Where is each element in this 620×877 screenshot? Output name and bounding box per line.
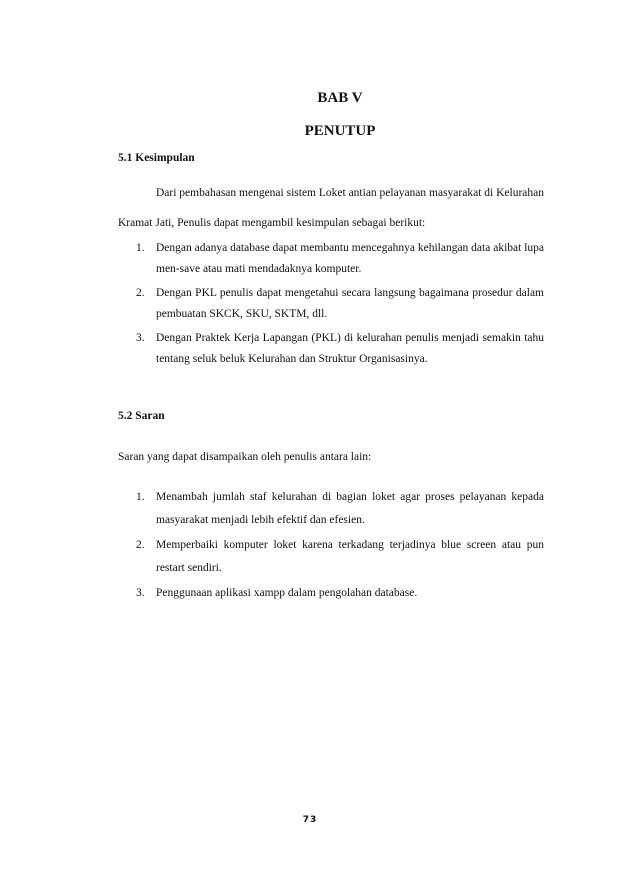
- list-item-text: Dengan adanya database dapat membantu mencegahnya kehilangan data akibat lupa men-save atau mati mendadaknya komputer.: [156, 242, 544, 275]
- list-item-text: Dengan PKL penulis dapat mengetahui secara langsung bagaimana prosedur dalam pembuatan SKCK, SKU, SKTM, dll.: [156, 287, 544, 320]
- conclusion-intro: Dari pembahasan mengenai sistem Loket antian pelayanan masyarakat di Kelurahan Kramat Jati, Penulis dapat mengambil kesimpulan sebagai berikut:: [118, 187, 544, 229]
- suggestion-intro: Saran yang dapat disampaikan oleh penulis antara lain:: [118, 451, 372, 463]
- list-item-number: 1.: [136, 242, 145, 254]
- list-item-number: 3.: [136, 332, 145, 344]
- chapter-title: PENUTUP: [304, 123, 376, 139]
- list-item-number: 2.: [136, 287, 145, 299]
- list-item: [118, 238, 544, 280]
- list-item: [118, 486, 544, 532]
- list-item: [118, 582, 544, 605]
- section-heading-suggestion: 5.2 Saran: [118, 410, 165, 422]
- chapter-label: BAB V: [317, 90, 363, 106]
- page-number: 73: [302, 815, 318, 825]
- list-item: [118, 534, 544, 580]
- list-item-text: Menambah jumlah staf kelurahan di bagian loket agar proses pelayanan kepada masyarakat menjadi lebih efektif dan efesien.: [156, 491, 544, 526]
- conclusion-list: [118, 238, 544, 373]
- suggestion-list: [118, 486, 544, 607]
- list-item-text: Memperbaiki komputer loket karena terkadang terjadinya blue screen atau pun restart sendiri.: [156, 539, 544, 574]
- list-item: [118, 328, 544, 370]
- list-item-number: 2.: [136, 539, 145, 551]
- section-heading-conclusion: 5.1 Kesimpulan: [118, 152, 195, 164]
- list-item-text: Dengan Praktek Kerja Lapangan (PKL) di kelurahan penulis menjadi semakin tahu tentang seluk beluk Kelurahan dan Struktur Organisasinya.: [156, 332, 544, 365]
- list-item-number: 1.: [136, 491, 145, 503]
- list-item-number: 3.: [136, 587, 145, 599]
- list-item-text: Penggunaan aplikasi xampp dalam pengolahan database.: [156, 587, 418, 599]
- list-item: [118, 283, 544, 325]
